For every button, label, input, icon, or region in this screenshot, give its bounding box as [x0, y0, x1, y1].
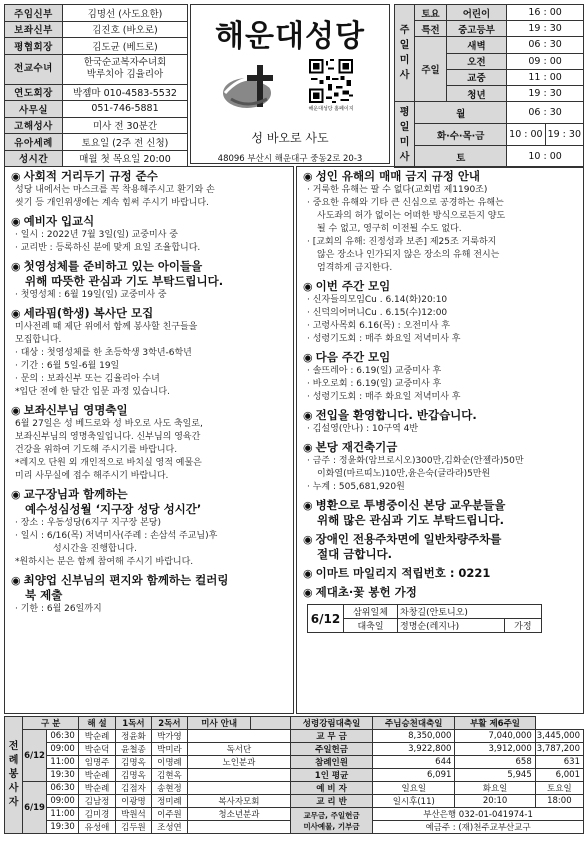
mass-note — [187, 782, 290, 795]
finance-value: 3,912,000 — [455, 743, 535, 756]
minister-row — [5, 808, 584, 821]
minister-name: 김남정 — [79, 795, 116, 808]
section-list-item: · 기한 : 6월 26일까지 — [15, 603, 287, 616]
minister-name: 이광명 — [115, 795, 151, 808]
section-list-item: · 일시 : 6/16(목) 저녁미사(주례 : 손삼석 주교님)후 — [15, 530, 287, 543]
staff-row — [5, 38, 188, 55]
staff-value: 토요일 (2주 전 신청) — [63, 134, 188, 151]
minister-row — [5, 730, 584, 743]
section-title-text: 교구장님과 함께하는 — [23, 487, 128, 501]
finance-label: 참례인원 — [290, 756, 372, 769]
announcement-section — [11, 259, 287, 302]
minister-name: 김현옥 — [151, 769, 187, 782]
bullet-icon: ◉ — [303, 499, 313, 512]
col-header-blank — [251, 717, 290, 730]
staff-row — [5, 117, 188, 134]
bullet-icon: ◉ — [303, 351, 313, 364]
section-list — [11, 347, 287, 386]
bullet-icon: ◉ — [303, 586, 313, 599]
finance-value: 7,040,000 — [455, 730, 535, 743]
section-list — [303, 249, 577, 275]
qr-code-icon — [309, 59, 353, 103]
section-list-item: · 금주 : 정윤화(암브로시오)300만,김화순(안젤라)50만 — [307, 455, 577, 468]
section-title — [303, 566, 577, 581]
ministers-label: 전례봉사자 — [5, 717, 23, 834]
announcement-section — [11, 403, 287, 483]
bullet-icon: ◉ — [303, 280, 313, 293]
vigil-label: 특전 — [415, 21, 447, 37]
staff-value-line: 박루치아 김율리아 — [86, 69, 164, 80]
minister-name: 유성애 — [79, 821, 116, 834]
bank-holder: 예금주 : (재)천주교부산교구 — [373, 821, 584, 834]
section-title — [11, 259, 287, 274]
section-title-text: 성인 유해의 매매 금지 규정 안내 — [315, 169, 481, 183]
staff-row — [5, 54, 188, 84]
flower-label: 삼위일체 — [344, 605, 398, 619]
bullet-icon: ◉ — [11, 170, 21, 183]
section-list — [11, 229, 287, 255]
bullet-icon: ◉ — [11, 307, 21, 320]
section-title-line2: 위해 많은 관심과 기도 부탁드립니다. — [317, 513, 505, 527]
catechism-label: 예 비 자 — [290, 782, 372, 795]
section-title-line2: 절대 금합니다. — [317, 547, 393, 561]
section-paragraph: 건강을 위하여 기도해 주시기를 바랍니다. — [15, 445, 178, 455]
minister-name: 김미경 — [79, 808, 116, 821]
minister-row — [5, 743, 584, 756]
minister-name: 이명례 — [151, 756, 187, 769]
mass-time: 11:00 — [46, 756, 78, 769]
mass-note: 청소년분과 — [187, 808, 290, 821]
section-list — [303, 236, 577, 249]
section-paragraph: 모집합니다. — [15, 335, 62, 345]
section-list — [303, 481, 577, 494]
section-list-item: · 거룩한 유해는 팔 수 없다(교회법 제1190조) — [307, 184, 577, 197]
finance-value: 3,922,800 — [373, 743, 455, 756]
announcement-section — [11, 487, 287, 569]
finance-value: 3,787,200 — [535, 743, 583, 756]
section-title-text: 세라핌(학생) 복사단 모집 — [23, 306, 154, 320]
finance-value: 6,091 — [373, 769, 455, 782]
mass-time: 06:30 — [46, 782, 78, 795]
announcement-section — [303, 440, 577, 494]
finance-label: 교 무 금 — [290, 730, 372, 743]
finance-label: 주일헌금 — [290, 743, 372, 756]
section-title-text: 예비자 입교식 — [23, 214, 95, 228]
section-title-text: 이번 주간 모임 — [315, 279, 391, 293]
section-title — [303, 350, 577, 365]
section-list-item: · 신자들의모임Cu . 6.14(화)20:10 — [307, 294, 577, 307]
section-title — [303, 279, 577, 294]
staff-row — [5, 5, 188, 22]
section-title-line2: 예수성심성월 ‘지구장 성당 성시간’ — [25, 502, 202, 516]
section-list-item: · 바오로회 : 6.19(일) 교중미사 후 — [307, 378, 577, 391]
announcement-section — [303, 566, 577, 581]
bank-account: 부산은행 032-01-041974-1 — [373, 808, 584, 821]
staff-role: 평협회장 — [5, 38, 63, 55]
staff-role: 유아세례 — [5, 134, 63, 151]
section-list-item: · [교회의 유해: 진정성과 보존] 제25조 거룩하지 — [307, 236, 577, 249]
minister-name: 박순례 — [79, 782, 116, 795]
flower-family: 정명순(레지나) — [398, 619, 505, 633]
finance-label: 1인 평균 — [290, 769, 372, 782]
section-title — [11, 573, 287, 588]
col-header: 성령강림대축일 — [290, 717, 372, 730]
section-list-item: · 대상 : 첫영성체를 한 초등학생 3학년-6학년 — [15, 347, 287, 360]
announcement-section — [303, 498, 577, 528]
section-title-text: 다음 주간 모임 — [315, 350, 391, 364]
minister-name: 조성연 — [151, 821, 187, 834]
section-paragraph: 보좌신부님의 영명축일입니다. 신부님의 영육간 — [15, 432, 201, 442]
section-title — [303, 532, 577, 547]
section-list-item: · 신덕의어머니Cu . 6.15(수)12:00 — [307, 307, 577, 320]
section-list-item: · 고령사목회 6.16(목) : 오전미사 후 — [307, 320, 577, 333]
catechism-day: 일요일 — [373, 782, 455, 795]
announcement-section — [303, 279, 577, 346]
section-list — [11, 289, 287, 302]
sunday-label: 주일 — [415, 37, 447, 102]
section-paragraph: 6월 27일은 성 베드로와 성 바오로 사도 축일로, — [15, 419, 203, 429]
section-note: *입단 전에 한 달간 입문 과정 있습니다. — [15, 387, 170, 397]
section-list-item: · 기간 : 6월 5일-6월 19일 — [15, 360, 287, 373]
section-title-text: 이마트 마일리지 적립번호 : 0221 — [315, 566, 491, 580]
section-note: *원하시는 분은 함께 참여해 주시기 바랍니다. — [15, 557, 194, 567]
section-list — [303, 423, 577, 436]
finance-value: 5,945 — [455, 769, 535, 782]
mass-note: 복사자모회 — [187, 795, 290, 808]
section-list — [11, 603, 287, 616]
section-list-item: 사도좌의 허가 없이는 어떠한 방식으로든지 양도 — [317, 211, 506, 221]
section-list — [303, 365, 577, 404]
minister-name: 송현정 — [151, 782, 187, 795]
staff-role: 연도회장 — [5, 84, 63, 101]
staff-value: 051-746-5881 — [63, 101, 188, 118]
section-paragraph: 미리 사무실에 접수 해주시기 바랍니다. — [15, 471, 169, 481]
minister-name: 김점자 — [115, 782, 151, 795]
liturgy-finance-table — [4, 716, 584, 834]
minister-name: 박순례 — [79, 730, 116, 743]
section-list-item: · 성령기도회 : 매주 화요일 저녁미사 후 — [307, 333, 577, 346]
section-list — [303, 455, 577, 468]
flower-label: 대축일 — [344, 619, 398, 633]
patron-saint: 성 바오로 사도 — [251, 131, 329, 145]
staff-value-line: 한국순교복자수녀회 — [83, 57, 167, 68]
section-list — [11, 517, 287, 543]
staff-value: 김도균 (베드로) — [63, 38, 188, 55]
minister-name: 임명주 — [79, 756, 116, 769]
bullet-icon: ◉ — [303, 567, 313, 580]
section-title-text: 보좌신부님 영명축일 — [23, 403, 128, 417]
staff-role: 주임신부 — [5, 5, 63, 22]
announcement-section — [11, 214, 287, 255]
mass-time: 19:30 — [46, 769, 78, 782]
section-title-text: 병환으로 투병중이신 본당 교우분들을 — [315, 498, 506, 512]
staff-row — [5, 101, 188, 118]
section-list-item: 않은 장소나 인가되지 않은 장소의 유해 전시는 — [317, 250, 500, 260]
bullet-icon: ◉ — [303, 533, 313, 546]
mass-date: 6/12 — [23, 730, 47, 782]
section-title — [11, 306, 287, 321]
minister-name: 박순덕 — [79, 743, 116, 756]
catechism-time: 20:10 — [455, 795, 535, 808]
mass-note: 독서단 — [187, 743, 290, 756]
announcements-right — [296, 166, 584, 714]
minister-name: 김두원 — [115, 821, 151, 834]
minister-name: 박순례 — [79, 769, 116, 782]
catechism-time: 18:00 — [535, 795, 583, 808]
section-paragraph: *레지오 단원 외 개인적으로 바치실 영적 예물은 — [15, 458, 202, 468]
announcement-section — [303, 585, 577, 600]
section-paragraph: 미사전례 때 제단 위에서 함께 봉사할 친구들을 — [15, 322, 198, 332]
bullet-icon: ◉ — [11, 404, 21, 417]
mass-note: 노인분과 — [187, 756, 290, 769]
mass-note — [187, 730, 290, 743]
mass-note — [187, 769, 290, 782]
bank-label: 교무금, 주일헌금 — [303, 810, 360, 820]
minister-row — [5, 756, 584, 769]
finance-value: 3,445,000 — [535, 730, 583, 743]
mass-time: 19:30 — [46, 821, 78, 834]
section-list-item: · 누계 : 505,681,920원 — [307, 481, 577, 494]
bullet-icon: ◉ — [11, 574, 21, 587]
altar-flower-table — [307, 604, 542, 633]
section-list-item: · 일시 : 2022년 7월 3일(일) 교중미사 중 — [15, 229, 287, 242]
section-list-item: · 솔뜨레아 : 6.19(일) 교중미사 후 — [307, 365, 577, 378]
col-header: 부활 제6주일 — [455, 717, 535, 730]
section-title-line2: 위해 따뜻한 관심과 기도 부탁드립니다. — [25, 274, 224, 288]
section-list-item: 이화열(마르띠노)10만,윤은숙(글라라)5만원 — [317, 469, 491, 479]
staff-row — [5, 150, 188, 167]
bullet-icon: ◉ — [11, 488, 21, 501]
flower-date: 6/12 — [308, 605, 344, 633]
minister-row — [5, 769, 584, 782]
flower-family: 차창길(안토니오) — [398, 605, 542, 619]
section-title-text: 사회적 거리두기 규정 준수 — [23, 169, 158, 183]
section-paragraph: 성당 내에서는 마스크를 꼭 착용해주시고 환기와 손 — [15, 185, 215, 195]
finance-value: 8,350,000 — [373, 730, 455, 743]
section-list-item: · 첫영성체 : 6월 19일(일) 교중미사 중 — [15, 289, 287, 302]
col-header: 1독서 — [115, 717, 151, 730]
mass-time: 06:30 — [46, 730, 78, 743]
mass-note — [187, 821, 290, 834]
minister-name: 박가영 — [151, 730, 187, 743]
mass-time: 09:00 — [46, 795, 78, 808]
section-list — [303, 210, 577, 236]
announcement-section — [11, 169, 287, 210]
minister-name: 박미라 — [151, 743, 187, 756]
staff-value: 김명선 (사도요한) — [63, 5, 188, 22]
sunday-mass-label: 주일미사 — [395, 5, 415, 102]
announcement-section — [303, 350, 577, 404]
staff-row — [5, 21, 188, 38]
finance-value: 644 — [373, 756, 455, 769]
announcement-section — [303, 169, 577, 275]
church-address: 48096 부산시 해운대구 중동2로 20-3 — [217, 154, 363, 164]
mass-schedule-table: 주일미사 토요 어린이 16 : 00 특전 중고등부 19 : 30 주일 새벽 06 : 30 오전 09 : 00 교중 11 : 00 청년 19 : 30 평일미사 월 06 : 30 화·수·목·금 10 : 00 19 : 30 토 10 : 00 — [394, 4, 584, 168]
announcement-section — [303, 408, 577, 436]
section-title-text: 최양업 신부님의 편지와 함께하는 컬러링 — [23, 573, 229, 587]
section-list — [303, 294, 577, 346]
catechism-day: 화요일 — [455, 782, 535, 795]
church-logo-icon — [221, 63, 281, 113]
section-title — [303, 169, 577, 184]
staff-role: 전교수녀 — [5, 54, 63, 84]
bullet-icon: ◉ — [303, 409, 313, 422]
section-list-item: · 문의 : 보좌신부 또는 김율리아 수녀 — [15, 373, 287, 386]
section-list-item: 될 수 없고, 영구히 이전될 수도 없다. — [317, 224, 462, 234]
section-title — [11, 169, 287, 184]
minister-name: 박원석 — [115, 808, 151, 821]
minister-name: 이주원 — [151, 808, 187, 821]
staff-role: 성시간 — [5, 150, 63, 167]
staff-info-table — [4, 4, 188, 167]
minister-name: 정윤화 — [115, 730, 151, 743]
bullet-icon: ◉ — [11, 260, 21, 273]
announcements-left — [4, 166, 294, 714]
section-title-text: 첫영성체를 준비하고 있는 아이들을 — [23, 259, 203, 273]
section-title-text: 제대초·꽃 봉헌 가정 — [315, 585, 417, 599]
catechism-time: 일시후(11) — [373, 795, 455, 808]
section-title — [11, 487, 287, 502]
minister-name: 김명옥 — [115, 769, 151, 782]
staff-row — [5, 134, 188, 151]
col-header: 미사 안내 — [187, 717, 251, 730]
minister-row — [5, 795, 584, 808]
section-title — [303, 408, 577, 423]
section-title-text: 전입을 환영합니다. 반갑습니다. — [315, 408, 477, 422]
announcement-section — [11, 306, 287, 399]
staff-value: 매월 첫 목요일 20:00 — [63, 150, 188, 167]
church-masthead — [190, 4, 390, 164]
section-title — [11, 214, 287, 229]
section-list-item: · 교리반 : 등록하신 분에 맞게 요일 조율합니다. — [15, 242, 287, 255]
qr-caption: 해운대성당 홈페이지 — [308, 106, 354, 112]
staff-value — [63, 54, 188, 84]
section-title — [303, 498, 577, 513]
staff-value: 박젬마 010-4583-5532 — [63, 84, 188, 101]
minister-row — [5, 782, 584, 795]
staff-row — [5, 84, 188, 101]
section-list-item: · 중요한 유해와 기타 큰 신심으로 공경하는 유해는 — [307, 197, 577, 210]
minister-name: 김명옥 — [115, 756, 151, 769]
mass-date: 6/19 — [23, 782, 47, 834]
mass-time: 11:00 — [46, 808, 78, 821]
bullet-icon: ◉ — [303, 441, 313, 454]
section-paragraph: 씻기 등 개인위생에는 계속 힘써 주시기 바랍니다. — [15, 198, 209, 208]
finance-value: 658 — [455, 756, 535, 769]
section-title-text: 장애인 전용주차면에 일반차량주차를 — [315, 532, 502, 546]
flower-family-suffix: 가정 — [504, 619, 541, 633]
section-title — [11, 403, 287, 418]
minister-name: 정미례 — [151, 795, 187, 808]
mass-time: 09:00 — [46, 743, 78, 756]
weekday-mass-label: 평일미사 — [395, 102, 415, 168]
section-list-item: 엄격하게 금지한다. — [317, 263, 393, 273]
col-header: 2독서 — [151, 717, 187, 730]
col-header: 해 설 — [79, 717, 116, 730]
section-title-line2: 북 제출 — [25, 588, 63, 602]
bank-label: 미사예물, 기부금 — [303, 821, 360, 831]
section-list-item: · 김설영(안나) : 10구역 4반 — [307, 423, 577, 436]
staff-role: 보좌신부 — [5, 21, 63, 38]
announcement-section — [303, 532, 577, 562]
bank-labels — [290, 808, 372, 834]
section-list-item: · 장소 : 우동성당(6지구 지구장 본당) — [15, 517, 287, 530]
col-header: 주님승천대축일 — [373, 717, 455, 730]
section-title — [303, 440, 577, 455]
bullet-icon: ◉ — [11, 215, 21, 228]
church-name: 해운대성당 — [215, 19, 365, 54]
catechism-label: 교 리 반 — [290, 795, 372, 808]
staff-role: 사무실 — [5, 101, 63, 118]
saturday-label: 토요 — [415, 5, 447, 21]
section-list — [303, 468, 577, 481]
bullet-icon: ◉ — [303, 170, 313, 183]
announcement-section — [11, 573, 287, 616]
section-indent: 성시간을 진행합니다. — [53, 544, 137, 554]
finance-value: 6,001 — [535, 769, 583, 782]
catechism-day: 토요일 — [535, 782, 583, 795]
section-list-item: · 성령기도회 : 매주 화요일 저녁미사 후 — [307, 391, 577, 404]
finance-value: 631 — [535, 756, 583, 769]
section-list — [303, 184, 577, 210]
section-title — [303, 585, 577, 600]
staff-role: 고해성사 — [5, 117, 63, 134]
staff-value: 미사 전 30분간 — [63, 117, 188, 134]
section-title-text: 본당 재건축기금 — [315, 440, 398, 454]
col-header: 구 분 — [23, 717, 79, 730]
minister-name: 윤철종 — [115, 743, 151, 756]
staff-value: 김진호 (바오로) — [63, 21, 188, 38]
